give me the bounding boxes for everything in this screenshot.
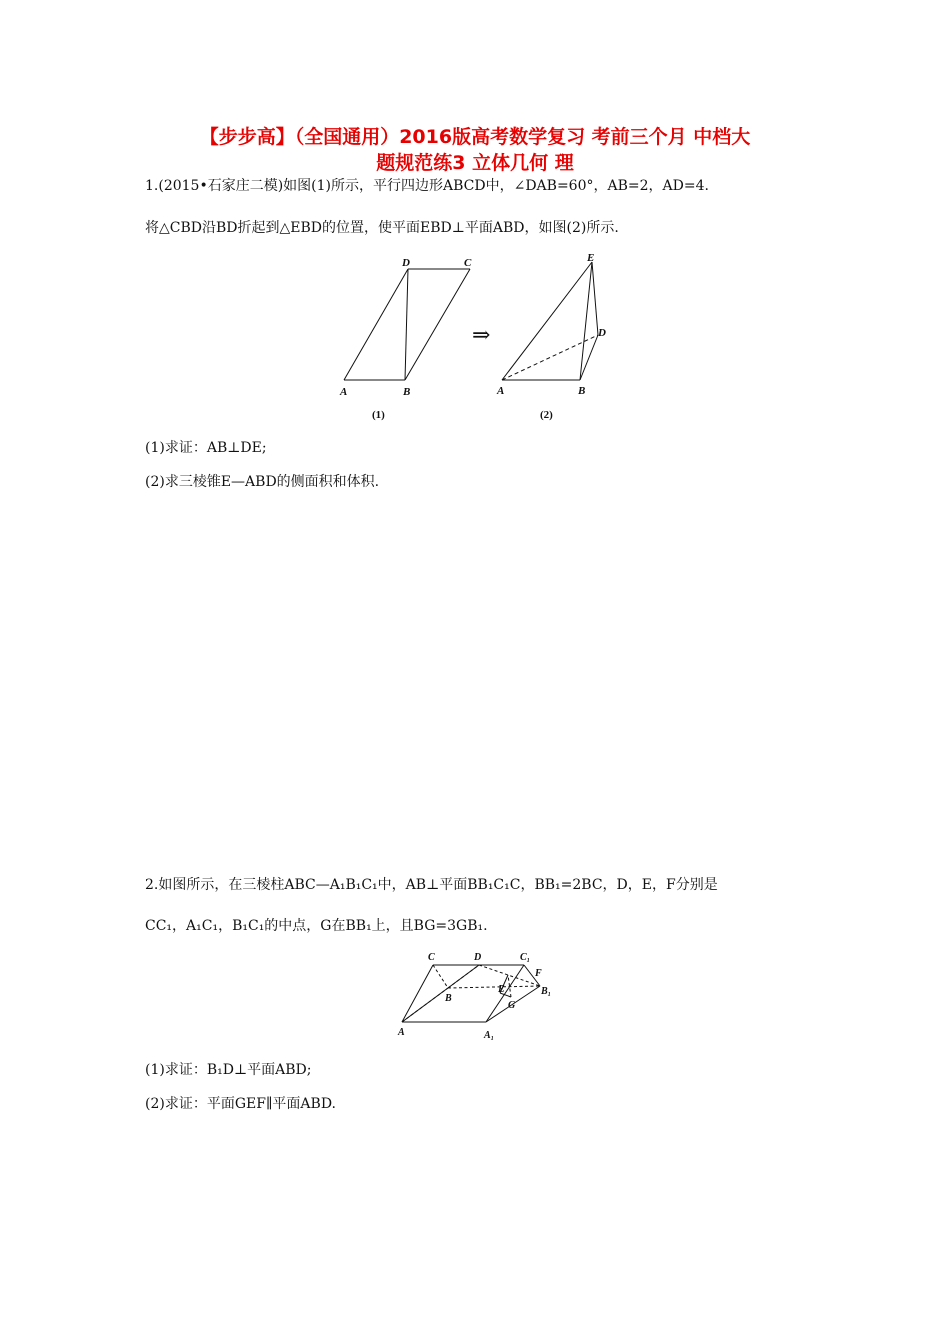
figure-2-caption: (2): [540, 409, 553, 421]
prism-label-a1: A₁: [484, 1030, 495, 1041]
problem-2-line-1: 2.如图所示，在三棱柱ABC—A₁B₁C₁中，AB⊥平面BB₁C₁C，BB₁=2BC，D，E，F分别是: [145, 877, 718, 893]
figure-2-label-e: E: [587, 252, 595, 264]
problem-1-figure: [330, 250, 630, 430]
prism-label-b1: B₁: [541, 986, 552, 997]
prism-solid-edges: [402, 965, 540, 1022]
figure-1-label-b: B: [403, 386, 411, 398]
prism-label-c: C: [428, 952, 435, 963]
title-line-1: 【步步高】（全国通用）2016版高考数学复习 考前三个月 中档大: [199, 126, 751, 148]
figure-1-label-d: D: [402, 257, 410, 269]
figure-1-caption: (1): [372, 409, 385, 421]
figure-1-label-c: C: [464, 257, 472, 269]
problem-1-line-1: 1.(2015•石家庄二模)如图(1)所示，平行四边形ABCD中，∠DAB=60°，AB=2，AD=4.: [145, 178, 709, 194]
figure-1-parallelogram: [344, 269, 470, 380]
prism-label-b: B: [445, 993, 452, 1004]
problem-2-prism-figure: [390, 946, 570, 1046]
figure-2-label-a: A: [497, 385, 505, 397]
prism-hidden-edges: [402, 965, 540, 1022]
prism-label-c1: C₁: [520, 952, 531, 963]
prism-label-g: G: [508, 1000, 516, 1011]
prism-label-d: D: [474, 952, 482, 963]
prism-label-e: E: [498, 984, 505, 995]
problem-1-line-2: 将△CBD沿BD折起到△EBD的位置，使平面EBD⊥平面ABD，如图(2)所示.: [145, 220, 619, 236]
problem-2-question-2: (2)求证：平面GEF∥平面ABD.: [145, 1096, 336, 1112]
problem-1-question-2: (2)求三棱锥E—ABD的侧面积和体积.: [145, 474, 380, 490]
figure-2-label-d: D: [598, 327, 606, 339]
figure-1-label-a: A: [340, 386, 348, 398]
prism-label-f: F: [535, 968, 542, 979]
problem-2-question-1: (1)求证：B₁D⊥平面ABD;: [145, 1062, 312, 1078]
document-title: [120, 124, 830, 176]
figure-2-pyramid: [502, 262, 598, 380]
problem-1-question-1: (1)求证：AB⊥DE;: [145, 440, 267, 456]
figure-2-label-b: B: [578, 385, 586, 397]
implies-arrow: ⇒: [472, 322, 491, 347]
prism-label-a: A: [398, 1027, 405, 1038]
problem-2-line-2: CC₁，A₁C₁，B₁C₁的中点，G在BB₁上，且BG=3GB₁.: [145, 918, 488, 934]
title-line-2: 题规范练3 立体几何 理: [376, 152, 574, 174]
